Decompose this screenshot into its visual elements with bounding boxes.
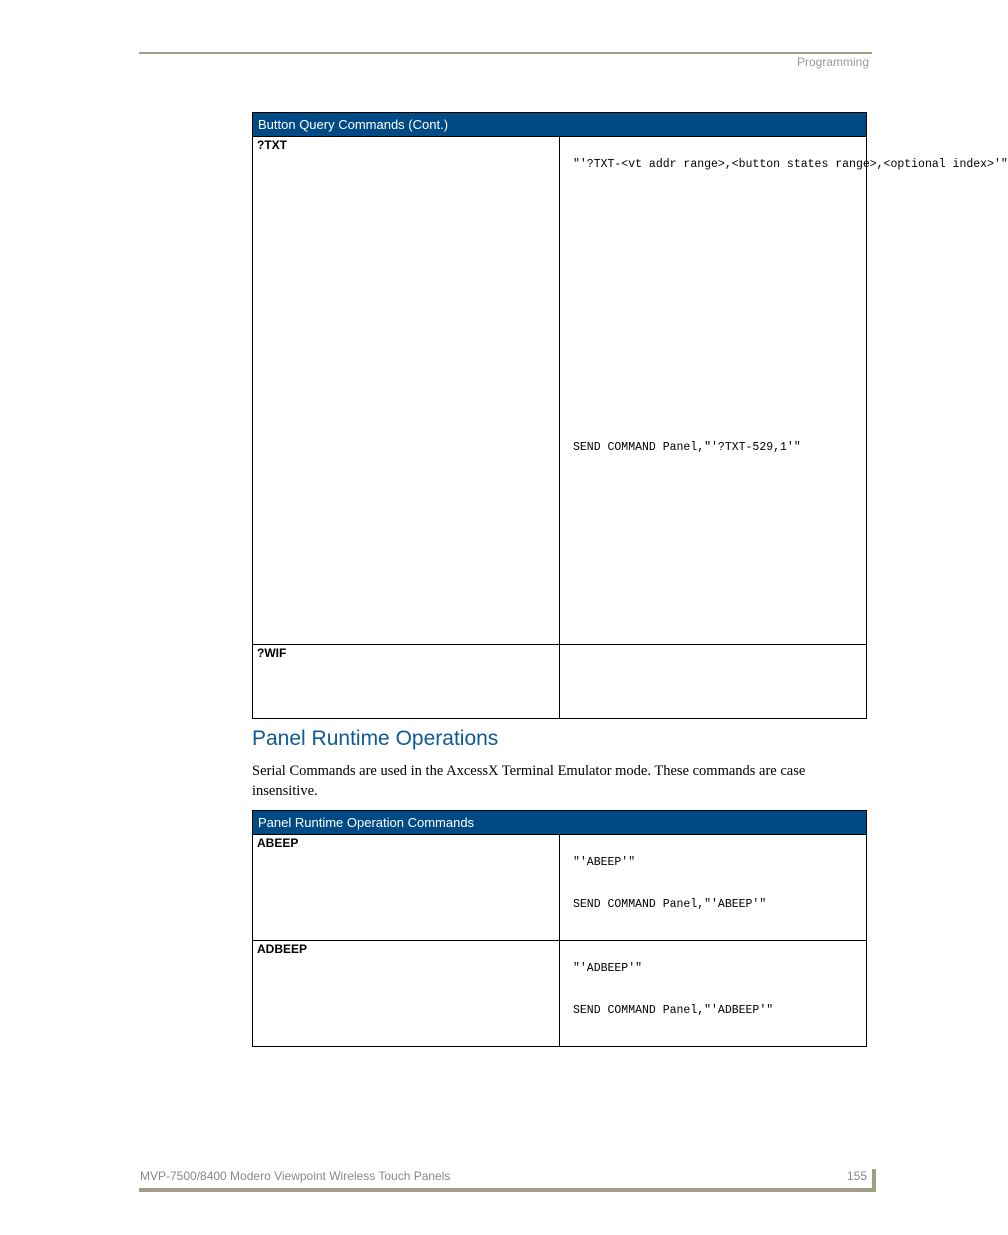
table-row [253, 645, 867, 719]
table-title: Panel Runtime Operation Commands [253, 811, 867, 835]
command-name: ADBEEP [253, 941, 560, 1047]
command-example: SEND COMMAND Panel,"'ABEEP'" [573, 898, 767, 911]
command-name: ?TXT [253, 137, 560, 645]
footer-rule-tick [872, 1169, 876, 1192]
command-example: SEND COMMAND Panel,"'?TXT-529,1'" [573, 441, 801, 454]
table-row [253, 941, 867, 1047]
command-name: ?WIF [253, 645, 560, 719]
command-syntax: "'ADBEEP'" [573, 962, 643, 975]
command-name: ABEEP [253, 835, 560, 941]
header-rule [139, 52, 872, 54]
footer-rule [139, 1188, 876, 1192]
table-row [253, 835, 867, 941]
command-syntax: "'?TXT-<vt addr range>,<button states range>,<optional index>'" [573, 158, 1008, 171]
table-title: Button Query Commands (Cont.) [253, 113, 867, 137]
section-title: Panel Runtime Operations [252, 727, 499, 750]
button-query-table [252, 112, 1008, 719]
table-row [253, 137, 867, 645]
footer-product-name: MVP-7500/8400 Modero Viewpoint Wireless Touch Panels [140, 1169, 451, 1183]
runtime-commands-table [252, 810, 867, 1047]
command-description [560, 137, 1008, 645]
command-example: SEND COMMAND Panel,"'ADBEEP'" [573, 1004, 774, 1017]
page-number: 155 [847, 1169, 868, 1183]
command-syntax: "'ABEEP'" [573, 856, 636, 869]
command-description [560, 941, 867, 1047]
section-intro: Serial Commands are used in the AxcessX Terminal Emulator mode. These commands are case insensitive. [252, 763, 806, 799]
header-section-label: Programming [796, 55, 869, 69]
command-description [560, 835, 867, 941]
command-description [560, 645, 867, 719]
